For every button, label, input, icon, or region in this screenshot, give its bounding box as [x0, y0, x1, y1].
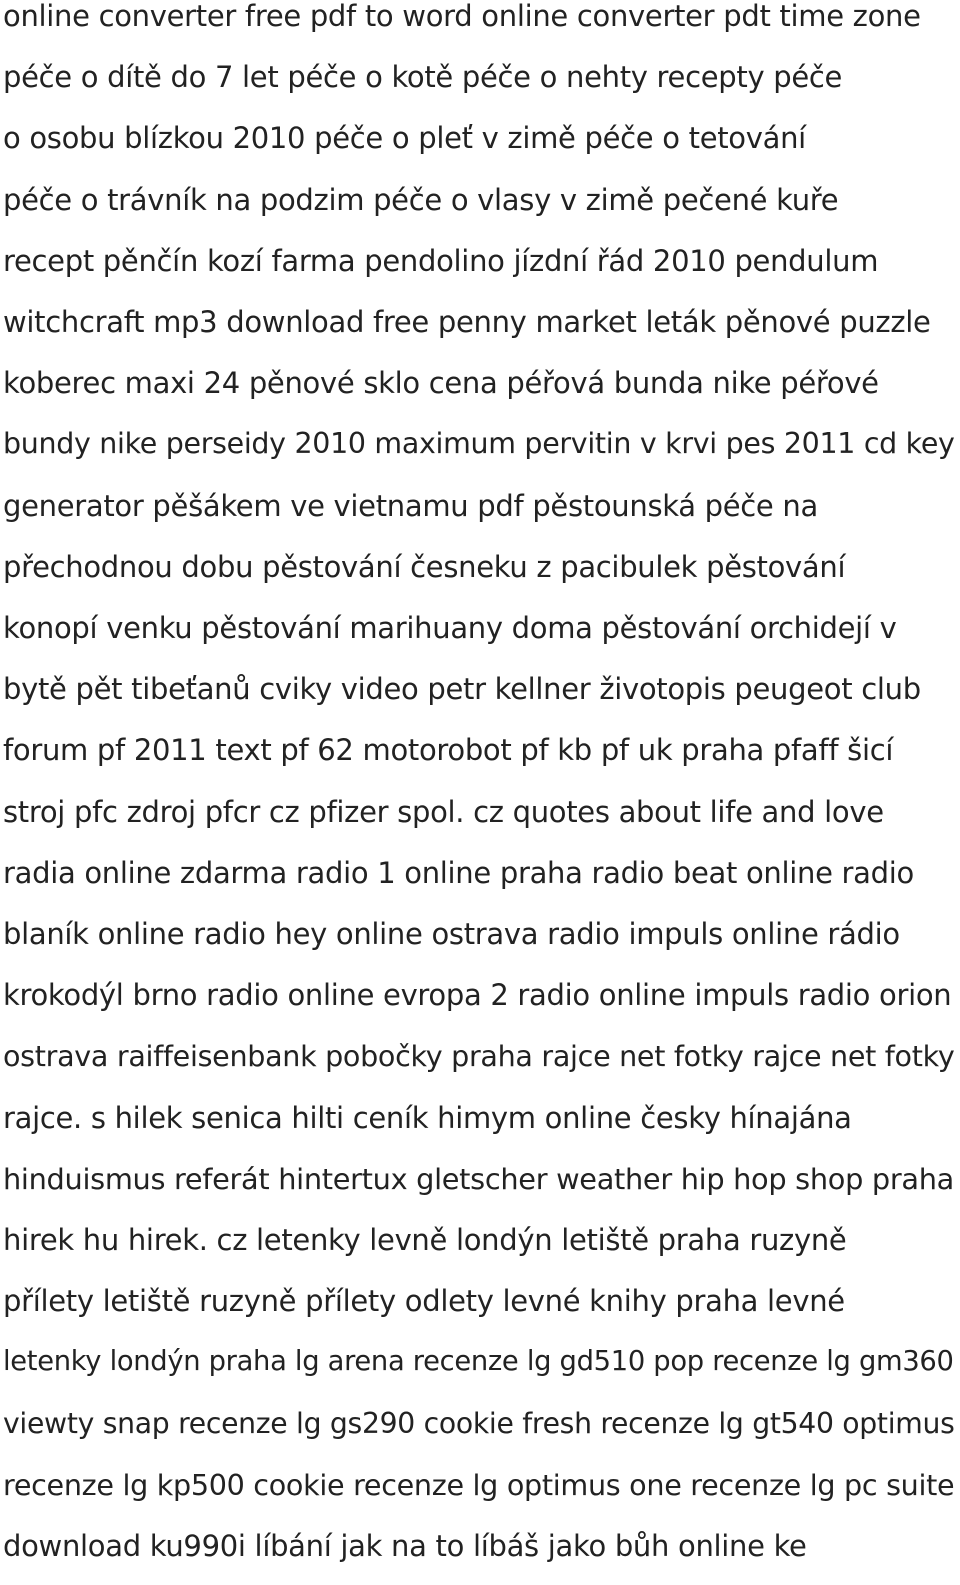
text-line: viewty snap recenze lg gs290 cookie fresh recenze lg gt540 optimus	[3, 1407, 955, 1440]
text-line: online converter free pdf to word online converter pdt time zone	[3, 0, 921, 33]
text-line: hinduismus referát hintertux gletscher weather hip hop shop praha	[3, 1162, 954, 1196]
text-line: blaník online radio hey online ostrava radio impuls online rádio	[3, 917, 900, 951]
text-line: bytě pět tibeťanů cviky video petr kellner životopis peugeot club	[3, 672, 921, 706]
text-line: ostrava raiffeisenbank pobočky praha rajce net fotky rajce net fotky	[3, 1039, 955, 1073]
text-line: rajce. s hilek senica hilti ceník himym online česky hínajána	[3, 1101, 852, 1135]
text-line: recept pěnčín kozí farma pendolino jízdní řád 2010 pendulum	[3, 244, 879, 278]
text-line: recenze lg kp500 cookie recenze lg optimus one recenze lg pc suite	[3, 1468, 955, 1502]
text-line: péče o trávník na podzim péče o vlasy v zimě pečené kuře	[3, 183, 839, 217]
text-line: forum pf 2011 text pf 62 motorobot pf kb pf uk praha pfaff šicí	[3, 733, 894, 767]
text-line: péče o dítě do 7 let péče o kotě péče o nehty recepty péče	[3, 60, 843, 94]
text-line: letenky londýn praha lg arena recenze lg gd510 pop recenze lg gm360	[3, 1346, 954, 1377]
text-line: witchcraft mp3 download free penny market leták pěnové puzzle	[3, 305, 931, 339]
text-line: přílety letiště ruzyně přílety odlety levné knihy praha levné	[3, 1284, 845, 1318]
text-line: konopí venku pěstování marihuany doma pěstování orchidejí v	[3, 611, 897, 645]
text-line: download ku990i líbání jak na to líbáš jako bůh online ke	[3, 1529, 807, 1563]
text-line: radia online zdarma radio 1 online praha radio beat online radio	[3, 856, 914, 890]
text-line: o osobu blízkou 2010 péče o pleť v zimě péče o tetování	[3, 121, 806, 155]
text-line: koberec maxi 24 pěnové sklo cena péřová bunda nike péřové	[3, 366, 879, 400]
text-line: bundy nike perseidy 2010 maximum pervitin v krvi pes 2011 cd key	[3, 427, 955, 460]
text-line: přechodnou dobu pěstování česneku z pacibulek pěstování	[3, 550, 846, 584]
text-line: generator pěšákem ve vietnamu pdf pěstounská péče na	[3, 489, 818, 523]
text-line: stroj pfc zdroj pfcr cz pfizer spol. cz quotes about life and love	[3, 795, 884, 829]
text-line: krokodýl brno radio online evropa 2 radio online impuls radio orion	[3, 978, 952, 1012]
text-line: hirek hu hirek. cz letenky levně londýn letiště praha ruzyně	[3, 1223, 847, 1257]
